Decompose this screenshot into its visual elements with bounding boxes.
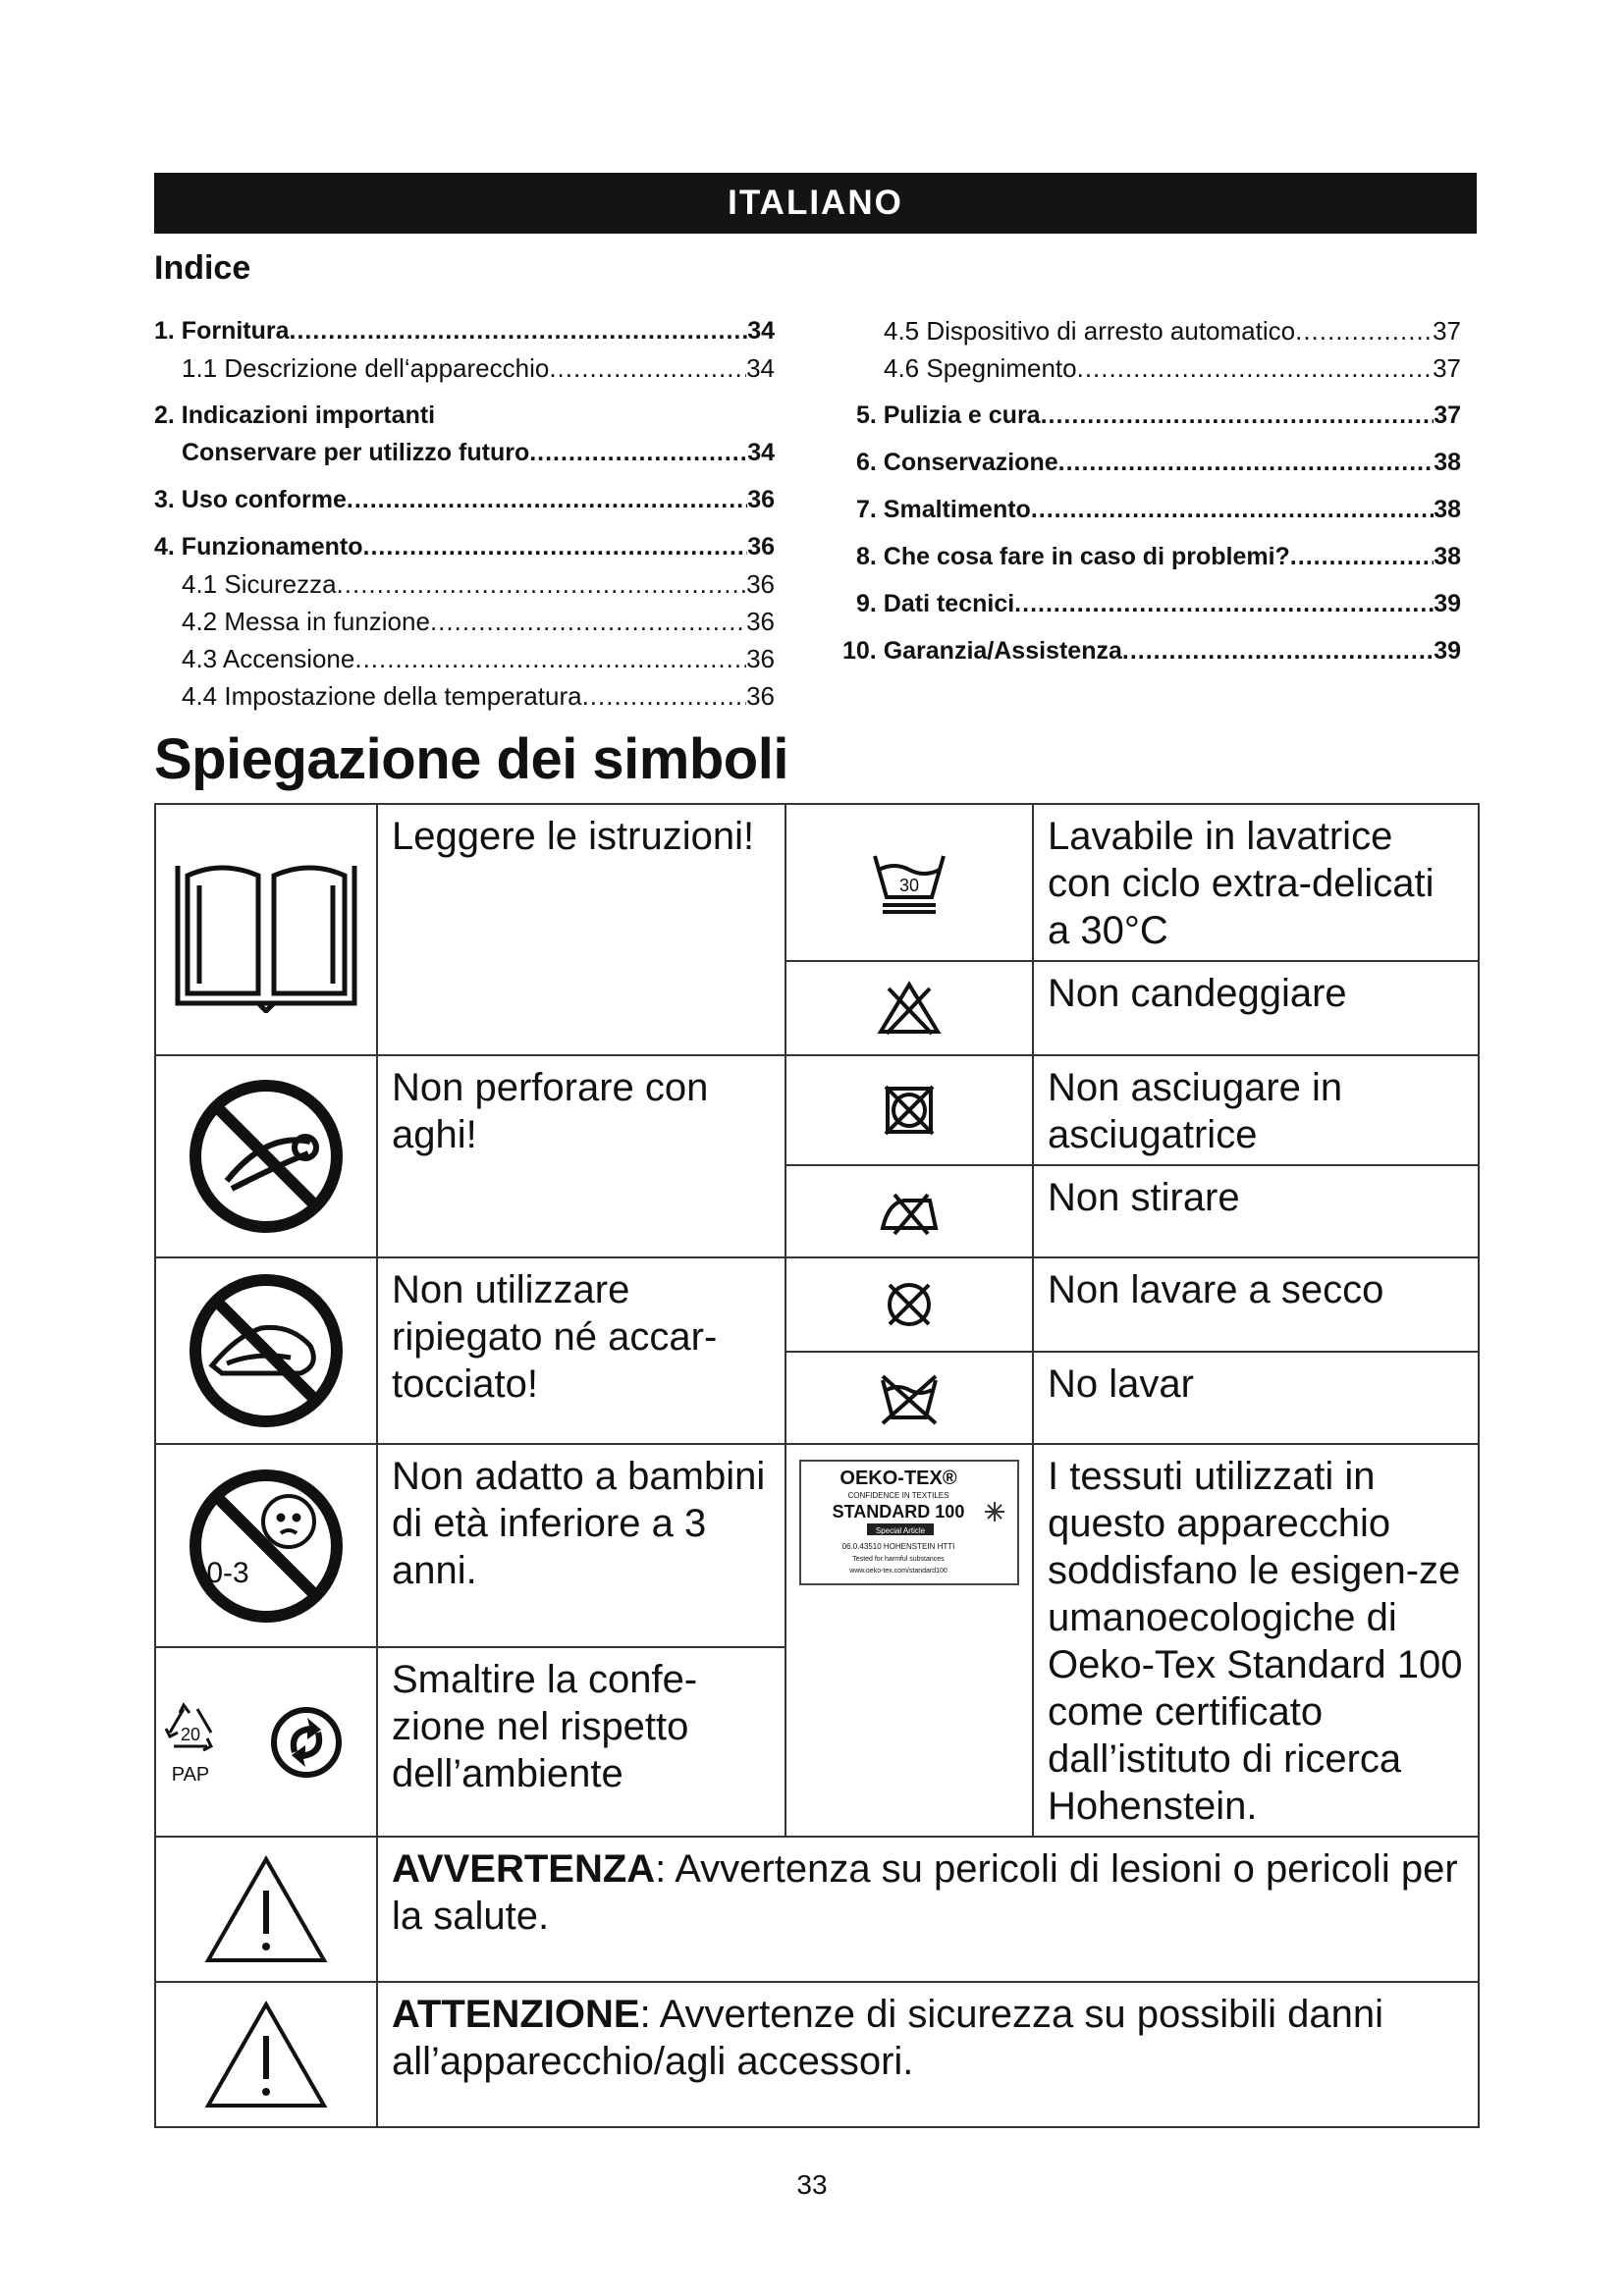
no-tumble-dry-text: Non asciugare in asciugatrice xyxy=(1033,1055,1479,1165)
toc-entry[interactable]: 4.1 Sicurezza ..... 36 xyxy=(154,565,775,603)
svg-text:STANDARD 100: STANDARD 100 xyxy=(832,1502,965,1522)
svg-text:OEKO-TEX®: OEKO-TEX® xyxy=(839,1468,957,1489)
toc-entry[interactable]: 4.3 Accensione ..... 36 xyxy=(154,640,775,677)
toc-entry[interactable]: 5. Pulizia e cura ..... 37 xyxy=(842,397,1461,434)
toc-entry[interactable]: 10. Garanzia/Assistenza ..... 39 xyxy=(842,632,1461,669)
recycle-pap-icon: 20 PAP xyxy=(156,1699,225,1786)
no-dry-clean-icon xyxy=(785,1257,1033,1352)
symbols-table xyxy=(154,803,1480,2128)
toc-entry[interactable]: 9. Dati tecnici ..... 39 xyxy=(842,585,1461,622)
disposal-text: Smaltire la confe-zione nel rispetto dell’ambiente xyxy=(377,1647,785,1837)
no-children-text: Non adatto a bambini di età inferiore a 3 anni. xyxy=(377,1444,785,1647)
toc-entry[interactable]: 3. Uso conforme ..... 36 xyxy=(154,481,775,518)
svg-text:30: 30 xyxy=(898,876,920,895)
toc-entry[interactable]: 4. Funzionamento ..... 36 xyxy=(154,528,775,565)
caution-label: ATTENZIONE xyxy=(392,1993,640,2036)
toc-entry[interactable]: 2. Indicazioni importanti xyxy=(154,401,436,429)
toc-right-column xyxy=(842,312,1461,669)
svg-text:06.0.43510 HOHENSTEIN HTTI: 06.0.43510 HOHENSTEIN HTTI xyxy=(841,1542,955,1551)
svg-text:Special Article: Special Article xyxy=(875,1526,926,1535)
no-dry-clean-text: Non lavare a secco xyxy=(1033,1257,1479,1352)
warning-icon xyxy=(155,1837,377,1982)
book-icon xyxy=(155,804,377,1055)
oekotex-text: I tessuti utilizzati in questo apparecchio soddisfano le esigen-ze umanoecologiche di Oeko-Tex Standard 100 come certificato dall’istituto di ricerca Hohenstein. xyxy=(1033,1444,1479,1837)
recycling-icons xyxy=(155,1647,377,1837)
toc-entry[interactable]: Conservare per utilizzo futuro ..... 34 xyxy=(154,434,775,471)
toc-title: Indice xyxy=(154,249,251,287)
toc-entry[interactable]: 1.1 Descrizione dell‘apparecchio ..... 34 xyxy=(154,349,775,387)
no-bleach-text: Non candeggiare xyxy=(1033,961,1479,1055)
toc-entry[interactable]: 4.5 Dispositivo di arresto automatico ..... 37 xyxy=(842,312,1461,349)
no-needles-text: Non perforare con aghi! xyxy=(377,1055,785,1257)
read-instructions-text: Leggere le istruzioni! xyxy=(377,804,785,1055)
toc-entry[interactable]: 4.2 Messa in funzione ..... 36 xyxy=(154,603,775,640)
caution-text: ATTENZIONE: Avvertenze di sicurezza su possibili danni all’apparecchio/agli accessori. xyxy=(377,1982,1479,2127)
no-bleach-icon xyxy=(785,961,1033,1055)
toc-entry[interactable]: 6. Conservazione ..... 38 xyxy=(842,444,1461,481)
svg-text:CONFIDENCE IN TEXTILES: CONFIDENCE IN TEXTILES xyxy=(847,1491,949,1500)
svg-text:Tested for harmful substances: Tested for harmful substances xyxy=(852,1556,945,1563)
no-wash-text: No lavar xyxy=(1033,1352,1479,1444)
no-needles-icon xyxy=(155,1055,377,1257)
no-folded-icon xyxy=(155,1257,377,1444)
no-folded-text: Non utilizzare ripiegato né accar-tocciato! xyxy=(377,1257,785,1444)
svg-text:20: 20 xyxy=(180,1724,201,1744)
svg-text:0-3: 0-3 xyxy=(206,1556,249,1589)
no-tumble-dry-icon xyxy=(785,1055,1033,1165)
toc-entry[interactable]: 8. Che cosa fare in caso di problemi? ..... 38 xyxy=(842,538,1461,575)
toc-entry[interactable]: 4.4 Impostazione della temperatura ..... 36 xyxy=(154,677,775,715)
symbols-title: Spiegazione dei simboli xyxy=(154,727,788,791)
oekotex-logo-icon xyxy=(785,1444,1033,1837)
toc-left-column xyxy=(154,312,775,715)
wash-30-icon xyxy=(785,804,1033,961)
warning-text: AVVERTENZA: Avvertenza su pericoli di lesioni o pericoli per la salute. xyxy=(377,1837,1479,1982)
page-number: 33 xyxy=(796,2169,828,2200)
caution-icon xyxy=(155,1982,377,2127)
washable-text: Lavabile in lavatrice con ciclo extra-delicati a 30°C xyxy=(1033,804,1479,961)
no-children-icon xyxy=(155,1444,377,1647)
svg-text:www.oeko-tex.com/standard100: www.oeko-tex.com/standard100 xyxy=(849,1568,947,1575)
no-iron-icon xyxy=(785,1165,1033,1257)
language-banner: ITALIANO xyxy=(154,173,1477,234)
green-dot-icon xyxy=(270,1706,343,1779)
toc-entry[interactable]: 1. Fornitura ..... 34 xyxy=(154,312,775,349)
toc-entry[interactable]: 4.6 Spegnimento ..... 37 xyxy=(842,349,1461,387)
no-iron-text: Non stirare xyxy=(1033,1165,1479,1257)
warning-label: AVVERTENZA xyxy=(392,1847,656,1891)
toc-entry[interactable]: 7. Smaltimento ..... 38 xyxy=(842,491,1461,528)
no-wash-icon xyxy=(785,1352,1033,1444)
